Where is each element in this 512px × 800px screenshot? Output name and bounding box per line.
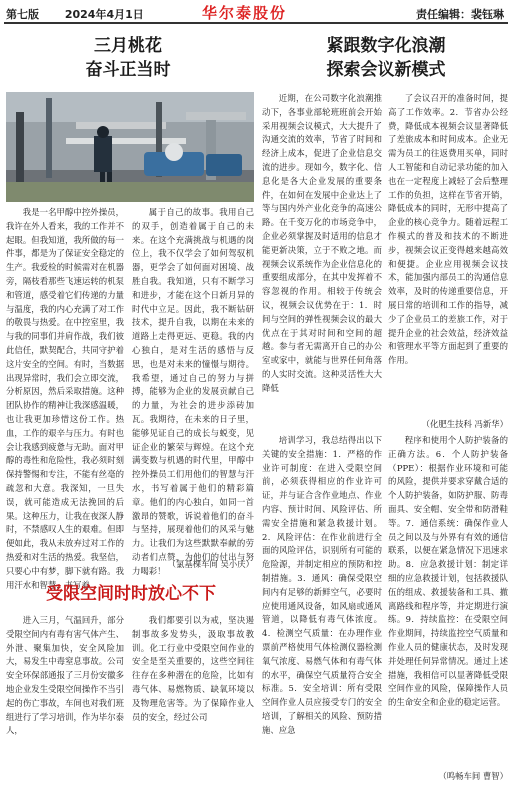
- page-number: 第七版: [6, 8, 39, 21]
- page-header: [0, 0, 512, 24]
- article2-body-part1: 近期，在公司数字化浪潮推动下，各事业部轮班班前会开始采用视频会议模式，大大提升了沟通交流的效率，节省了时间和经济上成本，促进了企业信息交流的进步。现如今，数字化、信息化是各大企业发展的重要条件，在如何在发展中企业达上了等与国内外产业化竞争的高速公路。在千变万化的市场竞争中，企业必须掌握及时适用的信息才能更新决策，立于不败之地。而视频会议系统作为企业信息化的重要组成部分，在其中发挥着不容忽视的作用。相较于传统会议，视频会议优势在于：1．时间与空间的弹性视频会议的最大优点在于其对时间和空间的超越。参与者无需离开自己的办公室或家中，就能与世界任何角落的人实时交流。这种灵活性大大降低: [262, 93, 382, 393]
- editor-credit: 责任编辑：裴钰琳: [416, 8, 504, 21]
- newspaper-masthead: 华尔泰股份: [202, 4, 288, 22]
- article1-title-line2: 奋斗正当时: [85, 60, 171, 80]
- article2-byline: （化肥生技科 冯新华）: [421, 419, 508, 429]
- article1-byline: （氯基棵车间 吴小庆）: [167, 559, 254, 569]
- article3-title: 受限空间时时放心不下: [46, 584, 216, 604]
- header-rule: [4, 22, 508, 24]
- article3-column-4: [388, 434, 508, 758]
- article1-body-part2: 属于自己的故事。我用自己的双手，创造着属于自己的未来。在这个充满挑战与机遇的岗位上，我不仅学会了如何驾驭机器，更学会了如何面对困境、战胜自我。我知道，只有不断学习和进步，才能在这个日新月异的时代中立足。因此，我不断钻研技术，提升自我，以期在未来的道路上走得更远、更稳。我的内心独白，是对生活的感悟与反思，也是对未来的憧憬与期待。我希望，通过自己的努力与拼搏，能够为企业的发展贡献自己的力量，为社会的进步添砖加瓦。我期待，在未来的日子里，能够见证自己的成长与蜕变，见证企业的繁荣与辉煌。在这个充满变数与机遇的时代里，甲醇中控外操员工们用他们的智慧与汗水，书写着属于他们的精彩篇章。他们的内心独白，如同一首激昂的赞歌，诉说着他们的奋斗与坚持，展现着他们的风采与魅力。让我们为这些默默奉献的劳动者们点赞，为他们的付出与努力喝彩！: [132, 207, 254, 576]
- article1-title-line1: 三月桃花: [94, 36, 162, 56]
- article3-body-part1: 进入三月，气温回升，部分受限空间内有毒有害气体产生、外泄、聚集加快，安全风险加大，易发生中毒窒息事故。公司安全环保部通报了三月份安徽多地企业发生受限空间操作不当引起的伤亡事故，车间也对我们班组进行了学习培训，作为毕尔泰人，: [6, 615, 124, 736]
- article3-body-part4: 程序和使用个人防护装备的正确方法。6．个人防护装备（PPE）：根据作业环境和可能的风险，提供并要求穿戴合适的个人防护装备，如防护服、防毒面具、安全帽、安全带和防滑鞋等。7．通信系统：确保作业人员之间以及与外界有有效的通信联系，以便在紧急情况下迅速求助。8．应急救援计划：制定详细的应急救援计划，包括救援队伍的组成、救援装备和工具、撤离路线和程序等，并定期进行演练。9．持续监控：在受限空间作业期间，持续监控空气质量和作业人员的健康状态，及时发现并处理任何异常情况。通过上述措施，我相信可以显著降低受限空间作业的风险，保障操作人员的生命安全和企业的稳定运营。: [388, 435, 508, 708]
- issue-date: 2024年4月1日: [64, 8, 144, 21]
- article3-column-1: [6, 614, 124, 794]
- article1-body-part1: 我是一名甲醇中控外操员，我许在外人看来，我的工作并不起眼。但我知道，我所做的每一件事，都是为了保证安全稳定的生产。我爱检的时候需对在机器旁，隔枝看那些飞速运转的机泵和管道，感受着它们传递的力量与温度，我的内心充满了对工作的敬畏与热爱。在中控室里，我与我的同事们并肩作战，我们彼此信任，默契配合，共同守护着这片安全的空间。有时，当数据出现异常时，我们会立即交流，分析原因，然后采取措施。这种团队协作的精神让我深感温暖，也让我更加珍惜这份工作。热血，工作的艰辛与压力。有时也会让我感到疲惫与无助。面对甲醇的毒性和危险性，我必须时刻保持警惕和专注，不能有丝毫的疏忽和大意。我深知，一旦失误，就可能造成无法挽回的后果。这种压力，让我在夜深人静时，不禁感叹人生的艰难。但即便如此，我从未放弃过对工作的热爱和对生活的热爱。我坚信，只要心中有梦，脚下就有路。我用汗水和智慧，书写着: [6, 207, 124, 590]
- worker-photo: [6, 92, 254, 202]
- article2-body-part2: 了会议召开的准备时间，提高了工作效率。2．节省办公经费，降低成本视频会议显著降低了差旅成本和时间成本。企业无需为员工的往返费用买单，同时人工智能和自动记录功能的加入也在一定程度上减轻了会后整理工作的负担，这样在节省开销，降低成本的同时，无形中提高了企业的核心竞争力。随着远程工作模式的普及和技术的不断进步，视频会议正变得越来越高效和便捷。企业应用视频会议技术，能加强内部员工的沟通信息效率，及时的传递重要信息，开展日常的培训和工作的指导，减少了企业员工的差旅工作，对于提升企业的社会效益，经济效益和管理水平等方面起到了重要的作用。: [388, 93, 508, 366]
- article2-title-line1: 紧跟数字化浪潮: [326, 36, 446, 56]
- page-info: [6, 6, 166, 22]
- article3-body-part3: 培训学习，我总结得出以下关键的安全措施：1．严格的作业许可制度：在进入受限空间前，必须获得相应的作业许可证，并与证合含作业地点、作业内容、预计时间、风险评估、所需安全措施和紧急救援计划。2．风险评估：在作业前进行全面的风险评估，识别所有可能的危险源，并制定相应的预防和控制措施。3．通风：确保受限空间内有足够的新鲜空气，必要时应使用通风设备，如风扇或通风管道，以降低有毒气体浓度。4．检测空气质量：在办理作业票前严格使用气体检测仪器检测氧气浓度、易燃气体和有毒气体的水平，确保空气质量符合安全标准。5．安全培训：所有受限空间作业人员应接受专门的安全培训，了解相关的风险、预防措施、应急: [262, 435, 382, 735]
- article3-body-part2: 我们都要引以为戒，坚决遏制事故多发势头，汲取事故教训。化工行业中受限空间作业的安全是至关重要的，这些空间往往存在多种潜在的危险，比如有毒气体、易燃物质、缺氧环境以及物理危害等。为了保障作业人员的安全，经过公司: [132, 615, 254, 722]
- article3-column-2: [132, 614, 254, 794]
- article3-column-3: [262, 434, 382, 788]
- article2-title-line2: 探索会议新模式: [326, 60, 446, 80]
- article3-byline: （鸣畅车间 曹智）: [438, 771, 508, 781]
- article2-title: [286, 34, 486, 82]
- factory-illustration: [6, 92, 254, 202]
- article1-title: [40, 34, 216, 82]
